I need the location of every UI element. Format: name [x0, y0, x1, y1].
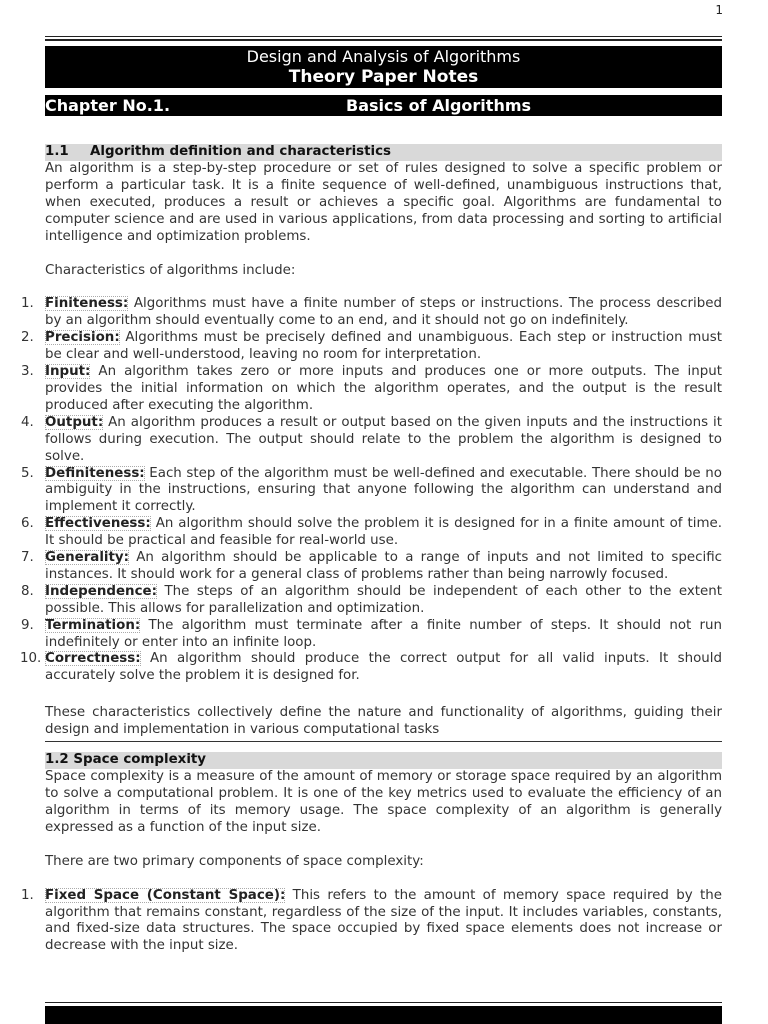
header-rule: [45, 36, 722, 37]
list-item-text: An algorithm produces a result or output based on the given inputs and the instructions it follows during execution. The output should relate to the problem the algorithm is designed to solve.: [45, 414, 722, 464]
list-item-term: Independence:: [45, 583, 157, 599]
section-1-2-intro: Space complexity is a measure of the amount of memory or storage space required by an algorithm to solve a computational problem. It is one of the key metrics used to evaluate the efficiency of an algorithm in terms of its memory usage. The space complexity of an algorithm is generally expressed as a function of the input size.: [45, 769, 722, 835]
list-item-number: 3.: [21, 364, 34, 380]
list-item: [21, 550, 722, 584]
course-title: Design and Analysis of Algorithms: [246, 47, 521, 66]
list-item-text: An algorithm should produce the correct output for all valid inputs. It should accurately solve the problem it is designed for.: [45, 651, 722, 684]
list-item: [21, 887, 722, 956]
list-item: [21, 465, 722, 517]
characteristics-list: [20, 296, 722, 685]
footer-bar: [45, 1006, 722, 1024]
header-rule-thick: [45, 39, 722, 41]
list-item-text: An algorithm should be applicable to a range of inputs and not limited to specific instances. It should work for a general class of problems rather than being narrowly focused.: [45, 550, 722, 582]
list-item-term: Definiteness:: [45, 465, 145, 481]
list-item-number: 1.: [21, 296, 34, 312]
list-item-term: Generality:: [45, 550, 129, 566]
chapter-title: Basics of Algorithms: [346, 96, 532, 115]
list-item: [21, 296, 722, 330]
list-item: [21, 617, 722, 652]
list-item-number: 9.: [21, 617, 34, 633]
list-item-number: 8.: [21, 583, 34, 599]
chapter-bar: [45, 95, 722, 116]
list-item: [21, 583, 722, 618]
characteristics-summary: These characteristics collectively define the nature and functionality of algorithms, guiding their design and implementation in various computational tasks: [45, 705, 722, 738]
list-item-text: This refers to the amount of memory space required by the algorithm that remains constant, regardless of the size of the input. It includes variables, constants, and fixed-size data structures. The space occupied by fixed space elements does not increase or decrease with the input size.: [45, 887, 722, 954]
list-item-term: Effectiveness:: [45, 516, 151, 532]
section-divider: [45, 741, 722, 742]
list-item-text: Algorithms must be precisely defined and unambiguous. Each step or instruction must be clear and well-understood, leaving no room for interpretation.: [45, 330, 722, 363]
space-components-list: [21, 887, 722, 956]
list-item-number: 6.: [21, 516, 34, 532]
chapter-label: Chapter No.1.: [45, 96, 171, 115]
list-item: [21, 414, 722, 466]
list-item: [21, 516, 722, 550]
list-item-number: 2.: [21, 330, 34, 346]
list-item-text: The steps of an algorithm should be independent of each other to the extent possible. This allows for parallelization and optimization.: [45, 583, 722, 616]
list-item: [20, 651, 722, 685]
page-content: [20, 144, 722, 955]
list-item-text: An algorithm takes zero or more inputs and produces one or more outputs. The input provides the initial information on which the algorithm operates, and the output is the result produced after executing the algorithm.: [45, 364, 722, 413]
list-item-term: Precision:: [45, 330, 120, 346]
list-item-number: 1.: [21, 887, 34, 903]
list-item-text: Algorithms must have a finite number of steps or instructions. The process described by an algorithm should eventually come to an end, and it should not go on indefinitely.: [45, 296, 722, 329]
characteristics-intro: Characteristics of algorithms include:: [45, 262, 296, 278]
section-heading-1-2: 1.2 Space complexity: [45, 752, 722, 769]
list-item: [21, 364, 722, 415]
list-item: [21, 330, 722, 364]
footer-rule: [45, 1002, 722, 1003]
list-item-term: Termination:: [45, 617, 141, 633]
section-number: 1.1: [45, 144, 69, 159]
document-title-block: [45, 46, 722, 88]
list-item-number: 7.: [21, 550, 34, 566]
list-item-number: 5.: [21, 465, 34, 481]
section-title: Algorithm definition and characteristics: [90, 144, 392, 159]
list-item-term: Correctness:: [45, 651, 141, 667]
list-item-number: 4.: [21, 414, 34, 430]
page-number: 1: [715, 3, 723, 17]
space-components-intro: There are two primary components of space complexity:: [45, 853, 424, 869]
notes-subtitle: Theory Paper Notes: [288, 67, 479, 87]
list-item-text: Each step of the algorithm must be well-defined and executable. There should be no ambiguity in the instructions, ensuring that anyone following the algorithm can understand and implement it correctly.: [45, 465, 722, 515]
section-heading-1-1: [45, 144, 722, 161]
list-item-term: Input:: [45, 364, 91, 380]
list-item-term: Output:: [45, 414, 104, 430]
list-item-number: 10.: [20, 651, 42, 667]
list-item-text: An algorithm should solve the problem it is designed for in a finite amount of time. It should be practical and feasible for real-world use.: [45, 516, 722, 549]
section-1-1-intro: An algorithm is a step-by-step procedure or set of rules designed to solve a specific problem or perform a particular task. It is a finite sequence of well-defined, unambiguous instructions that, when executed, produces a result or achieves a specific goal. Algorithms are fundamental to computer science and are used in various applications, from data processing and sorting to artificial intelligence and optimization problems.: [45, 161, 722, 244]
list-item-term: Finiteness:: [45, 296, 129, 312]
list-item-text: The algorithm must terminate after a finite number of steps. It should not run indefinitely or enter into an infinite loop.: [45, 617, 722, 650]
list-item-term: Fixed Space (Constant Space):: [45, 887, 286, 903]
